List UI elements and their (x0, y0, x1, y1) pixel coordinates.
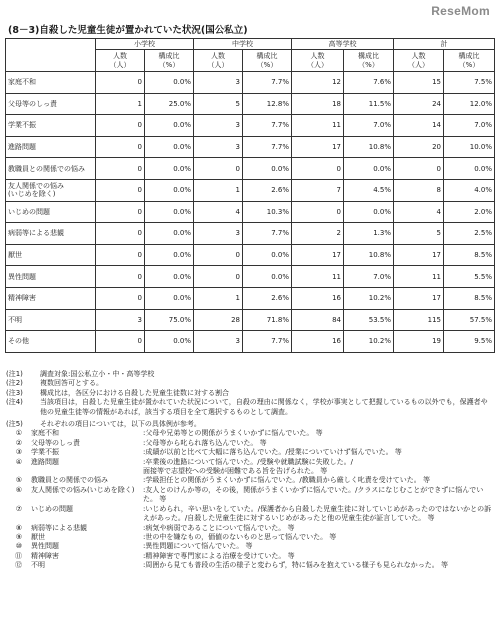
item-name: 不明 (31, 561, 45, 570)
note-key: (注1) (6, 370, 23, 378)
item-description: :友人とのけんか等の，その後，関係がうまくいかずに悩んでいた。/クラスになじむことができずに悩んでいた。 等 (143, 485, 484, 504)
cell-count: 3 (194, 136, 243, 158)
row-label: 厭世 (6, 244, 96, 266)
table-row (6, 201, 495, 223)
cell-ratio: 0.0% (344, 201, 394, 223)
cell-count: 28 (194, 309, 243, 331)
note5-item (6, 561, 492, 570)
note-1 (6, 370, 492, 379)
note-key: (注5) (6, 420, 23, 429)
cell-count: 16 (292, 331, 344, 353)
table-row (6, 287, 495, 309)
item-name: 教職員との関係での悩み (31, 476, 108, 485)
cell-count: 17 (292, 244, 344, 266)
note5-item (6, 476, 492, 485)
item-description: :父母や兄弟等との関係がうまくいかずに悩んでいた。 等 (143, 429, 323, 438)
cell-ratio: 0.0% (344, 158, 394, 180)
cell-count: 15 (394, 72, 444, 94)
item-name: 家庭不和 (31, 429, 59, 438)
cell-count: 0 (96, 136, 145, 158)
header-high-school: 高等学校 (292, 39, 394, 50)
cell-ratio: 0.0% (145, 287, 194, 309)
note-4 (6, 398, 492, 417)
row-label: 病弱等による悲観 (6, 223, 96, 245)
cell-ratio: 7.0% (344, 266, 394, 288)
cell-count: 20 (394, 136, 444, 158)
cell-count: 19 (394, 331, 444, 353)
item-name: 進路問題 (31, 457, 59, 466)
cell-count: 0 (96, 223, 145, 245)
cell-ratio: 7.7% (243, 136, 292, 158)
note-key: (注3) (6, 388, 23, 397)
note5-item (6, 429, 492, 438)
cell-ratio: 0.0% (145, 244, 194, 266)
cell-ratio: 25.0% (145, 93, 194, 115)
cell-count: 8 (394, 179, 444, 201)
item-number: ⑩ (15, 542, 22, 551)
item-description: :いじめられ，辛い思いをしていた。/保護者から自殺した児童生徒に対していじめがあったのではないかとの訴えがあった。/自殺した児童生徒に対するいじめがあったと他の児童生徒が証言していた。 等 (143, 504, 492, 523)
row-label: その他 (6, 331, 96, 353)
row-label: 異性問題 (6, 266, 96, 288)
item-number: ⑨ (15, 532, 22, 541)
note5-item (6, 552, 492, 561)
cell-count: 115 (394, 309, 444, 331)
cell-ratio: 0.0% (145, 331, 194, 353)
note-key: (注4) (6, 398, 23, 407)
cell-ratio: 7.7% (243, 115, 292, 137)
table-row (6, 266, 495, 288)
note-text: 構成比は，各区分における自殺した児童生徒数に対する割合 (40, 388, 229, 397)
item-name: 友人関係での悩み(いじめを除く) (31, 485, 135, 494)
header-ratio: 構成比 （%） (444, 50, 495, 72)
table-row (6, 223, 495, 245)
row-label: 不明 (6, 309, 96, 331)
cell-ratio: 7.5% (444, 72, 495, 94)
cell-count: 11 (394, 266, 444, 288)
cell-ratio: 11.5% (344, 93, 394, 115)
cell-count: 16 (292, 287, 344, 309)
row-label: いじめの問題 (6, 201, 96, 223)
cell-count: 17 (394, 244, 444, 266)
cell-count: 3 (194, 331, 243, 353)
cell-ratio: 12.0% (444, 93, 495, 115)
note5-item (6, 542, 492, 551)
cell-ratio: 0.0% (243, 158, 292, 180)
cell-ratio: 7.7% (243, 331, 292, 353)
item-name: いじめの問題 (31, 504, 73, 513)
item-number: ① (15, 429, 22, 438)
cell-count: 0 (292, 158, 344, 180)
cell-ratio: 0.0% (243, 266, 292, 288)
cell-ratio: 0.0% (145, 179, 194, 201)
cell-ratio: 2.5% (444, 223, 495, 245)
note-text: それぞれの項目については，以下の具体例が参考。 (40, 420, 201, 429)
item-number: ⑧ (15, 523, 22, 532)
cell-ratio: 0.0% (243, 244, 292, 266)
cell-ratio: 2.6% (243, 179, 292, 201)
cell-ratio: 5.5% (444, 266, 495, 288)
note5-item (6, 458, 492, 477)
item-number: ⑫ (15, 561, 22, 570)
note5-item (6, 533, 492, 542)
header-ratio: 構成比 （%） (344, 50, 394, 72)
item-description: :病気や病弱であることについて悩んでいた。 等 (143, 523, 295, 532)
cell-count: 18 (292, 93, 344, 115)
item-description: :精神障害で専門家による治療を受けていた。 等 (143, 551, 295, 560)
item-description: :周囲から見ても普段の生活の様子と変わらず，特に悩みを抱えている様子も見られなかった。 等 (143, 561, 449, 570)
cell-ratio: 7.0% (444, 115, 495, 137)
item-number: ③ (15, 448, 22, 457)
header-count: 人数 （人） (194, 50, 243, 72)
item-name: 厭世 (31, 532, 45, 541)
cell-ratio: 53.5% (344, 309, 394, 331)
cell-count: 17 (394, 287, 444, 309)
table-title: (8－3)自殺した児童生徒が置かれていた状況(国公私立) (8, 25, 248, 36)
note5-item (6, 486, 492, 505)
cell-count: 3 (194, 223, 243, 245)
table-row (6, 179, 495, 201)
cell-ratio: 7.7% (243, 72, 292, 94)
cell-count: 84 (292, 309, 344, 331)
cell-count: 0 (194, 244, 243, 266)
cell-ratio: 0.0% (444, 158, 495, 180)
cell-ratio: 10.3% (243, 201, 292, 223)
item-number: ⑤ (15, 476, 22, 485)
cell-ratio: 8.5% (444, 287, 495, 309)
table-row (6, 331, 495, 353)
table-row (6, 115, 495, 137)
note5-items (6, 429, 492, 570)
cell-ratio: 0.0% (145, 158, 194, 180)
cell-count: 0 (96, 331, 145, 353)
row-label: 家庭不和 (6, 72, 96, 94)
cell-ratio: 7.7% (243, 223, 292, 245)
cell-ratio: 2.0% (444, 201, 495, 223)
header-elementary: 小学校 (96, 39, 194, 50)
cell-ratio: 8.5% (444, 244, 495, 266)
cell-count: 0 (96, 244, 145, 266)
header-row-groups (6, 39, 495, 50)
cell-ratio: 12.8% (243, 93, 292, 115)
item-name: 学業不振 (31, 448, 59, 457)
cell-ratio: 0.0% (145, 136, 194, 158)
cell-ratio: 57.5% (444, 309, 495, 331)
cell-count: 0 (292, 201, 344, 223)
cell-count: 5 (194, 93, 243, 115)
table-row (6, 72, 495, 94)
item-number: ⑪ (15, 551, 22, 560)
item-name: 病弱等による悲観 (31, 523, 87, 532)
cell-count: 17 (292, 136, 344, 158)
cell-count: 2 (292, 223, 344, 245)
row-label: 父母等のしっ責 (6, 93, 96, 115)
note5-item (6, 439, 492, 448)
note-3 (6, 389, 492, 398)
cell-ratio: 9.5% (444, 331, 495, 353)
cell-ratio: 2.6% (243, 287, 292, 309)
row-label: 学業不振 (6, 115, 96, 137)
cell-count: 4 (194, 201, 243, 223)
item-description: :父母等から叱られ落ち込んでいた。 等 (143, 438, 267, 447)
row-label: 精神障害 (6, 287, 96, 309)
cell-count: 1 (194, 179, 243, 201)
cell-ratio: 0.0% (145, 115, 194, 137)
cell-ratio: 0.0% (145, 266, 194, 288)
item-description: :学級担任との関係がうまくいかずに悩んでいた。/教職員から厳しく叱責を受けていた。 等 (143, 476, 430, 485)
item-description: :成績が以前と比べて大幅に落ち込んでいた。/授業についていけず悩んでいた。 等 (143, 448, 402, 457)
table-row (6, 93, 495, 115)
note-text: 複数回答可とする。 (40, 379, 103, 388)
item-number: ④ (15, 457, 22, 466)
cell-ratio: 4.0% (444, 179, 495, 201)
item-description: :卒業後の進路について悩んでいた。/受験や就職試験に失敗した。/ 面接等で志望校への受験が困難である旨を告げられた。 等 (143, 457, 353, 476)
cell-count: 4 (394, 201, 444, 223)
cell-count: 0 (96, 115, 145, 137)
cell-ratio: 10.2% (344, 287, 394, 309)
cell-count: 12 (292, 72, 344, 94)
row-label: 教職員との関係での悩み (6, 158, 96, 180)
item-description: :異性問題について悩んでいた。 等 (143, 542, 253, 551)
cell-count: 1 (194, 287, 243, 309)
cell-ratio: 75.0% (145, 309, 194, 331)
header-count: 人数 （人） (292, 50, 344, 72)
table-row (6, 309, 495, 331)
item-name: 父母等のしっ責 (31, 438, 80, 447)
cell-count: 0 (96, 72, 145, 94)
note5-item (6, 448, 492, 457)
cell-ratio: 10.8% (344, 136, 394, 158)
table-row (6, 158, 495, 180)
header-ratio: 構成比 （%） (145, 50, 194, 72)
cell-count: 11 (292, 115, 344, 137)
cell-ratio: 0.0% (145, 223, 194, 245)
note5-item (6, 524, 492, 533)
notes-list (6, 370, 492, 417)
cell-count: 0 (194, 158, 243, 180)
note5-item (6, 505, 492, 524)
cell-count: 24 (394, 93, 444, 115)
item-number: ⑦ (15, 504, 22, 513)
cell-count: 11 (292, 266, 344, 288)
notes-section (6, 370, 492, 571)
header-ratio: 構成比 （%） (243, 50, 292, 72)
cell-ratio: 7.6% (344, 72, 394, 94)
cell-count: 3 (194, 115, 243, 137)
table-body (6, 72, 495, 353)
cell-ratio: 0.0% (145, 201, 194, 223)
cell-count: 0 (394, 158, 444, 180)
cell-ratio: 1.3% (344, 223, 394, 245)
table-row (6, 136, 495, 158)
resemom-logo: ReseMom (431, 4, 490, 18)
item-name: 精神障害 (31, 551, 59, 560)
cell-count: 14 (394, 115, 444, 137)
item-number: ⑥ (15, 485, 22, 494)
cell-ratio: 7.0% (344, 115, 394, 137)
header-junior-high: 中学校 (194, 39, 292, 50)
cell-count: 0 (96, 179, 145, 201)
cell-ratio: 10.2% (344, 331, 394, 353)
row-label: 進路問題 (6, 136, 96, 158)
cell-count: 5 (394, 223, 444, 245)
cell-count: 0 (96, 158, 145, 180)
cell-ratio: 10.0% (444, 136, 495, 158)
note-2 (6, 379, 492, 388)
cell-count: 3 (194, 72, 243, 94)
cell-count: 0 (96, 266, 145, 288)
header-count: 人数 （人） (394, 50, 444, 72)
cell-count: 1 (96, 93, 145, 115)
item-description: :世の中を嫌なもの，価値のないものと思って悩んでいた。 等 (143, 532, 337, 541)
item-number: ② (15, 438, 22, 447)
cell-ratio: 4.5% (344, 179, 394, 201)
cell-count: 0 (96, 287, 145, 309)
note-text: 当該項目は，自殺した児童生徒が置かれていた状況について，自殺の理由に関係なく，学校が事実として把握しているもの以外でも，保護者や他の児童生徒等の情報があれば，該当する項目を全て選択するものとして調査。 (40, 398, 488, 416)
cell-count: 3 (96, 309, 145, 331)
item-name: 異性問題 (31, 542, 59, 551)
header-total: 計 (394, 39, 495, 50)
cell-count: 7 (292, 179, 344, 201)
cell-count: 0 (194, 266, 243, 288)
cell-ratio: 10.8% (344, 244, 394, 266)
row-label: 友人関係での悩み (いじめを除く) (6, 179, 96, 201)
cell-ratio: 71.8% (243, 309, 292, 331)
cell-ratio: 0.0% (145, 72, 194, 94)
note-key: (注2) (6, 379, 23, 388)
table-row (6, 244, 495, 266)
header-corner (6, 39, 96, 72)
header-count: 人数 （人） (96, 50, 145, 72)
cell-count: 0 (96, 201, 145, 223)
note-text: 調査対象:国公私立小・中・高等学校 (40, 370, 155, 378)
data-table (5, 38, 495, 353)
